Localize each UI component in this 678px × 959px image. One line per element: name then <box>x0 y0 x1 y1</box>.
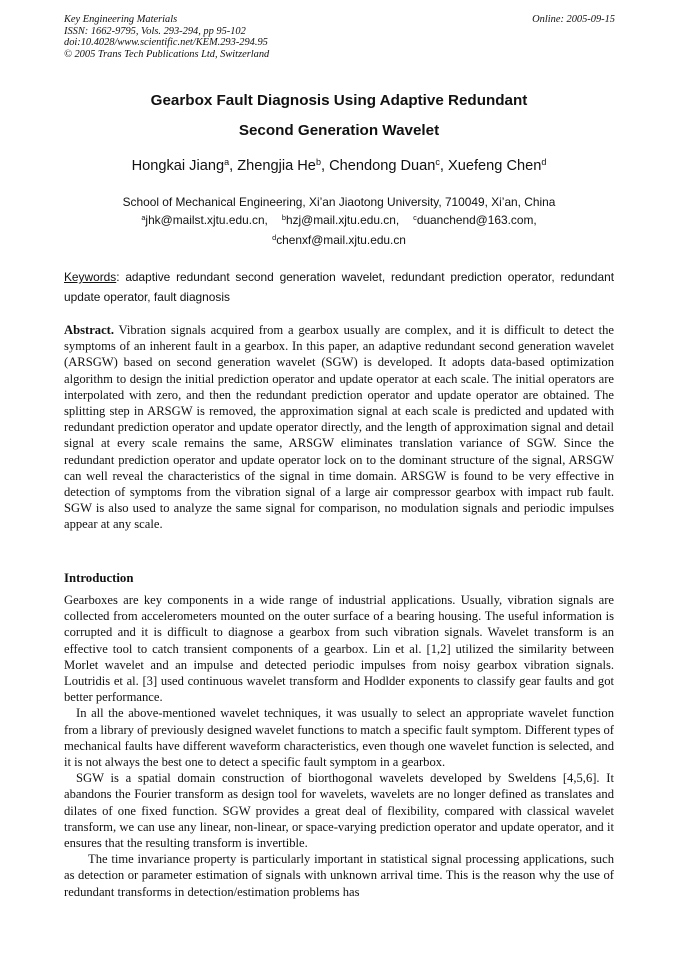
title-line-2: Second Generation Wavelet <box>238 122 440 139</box>
body-paragraph: SGW is a spatial domain construction of biorthogonal wavelets developed by Sweldens [4,5,6]. It abandons the Fourier transform as design tool for wavelets, wavelets are no longer defined as translates and dilates of one fixed function. SGW provides a great deal of flexibility, compared with classical wavelet transform, we can use any linear, non-linear, or space-varying prediction operator and update operator, and it ensures that the resulting transform is invertible. <box>64 771 614 851</box>
author-name: Chendong Duan <box>329 158 436 174</box>
email-address[interactable]: hzj@mail.xjtu.edu.cn, <box>285 213 400 227</box>
email-address[interactable]: duanchend@163.com, <box>416 213 537 227</box>
email-mark: d <box>272 232 277 242</box>
author-list: Hongkai Jiang$^a$, Zhengjia He$^b$, Chendong Duan$^c$, Xuefeng Chen$^d$ <box>131 157 547 174</box>
body-paragraph: In all the above-mentioned wavelet techniques, it was usually to select an appropriate wavelet function from a library of previously designed wavelet functions to match a specific fault symptom. Different types of mechanical faults have different waveform characteristics, even though one wavelet function is selected, and it is not always the best one to detect a specific fault symptom in a gearbox. <box>64 706 614 770</box>
title-line-1: Gearbox Fault Diagnosis Using Adaptive Redundant <box>150 92 528 109</box>
abstract-section <box>64 322 614 533</box>
author-affiliation-mark: d <box>541 157 547 168</box>
author-affiliation-mark: a <box>224 157 230 168</box>
email-mark: a <box>141 212 146 222</box>
author-name: Zhengjia He <box>237 158 316 174</box>
body-paragraph: Gearboxes are key components in a wide range of industrial applications. Usually, vibration signals are collected from accelerometers mounted on the outer surface of a bearing housing. The useful information is corrupted and it is difficult to diagnose a gearbox from such vibration signals. Wavelet transform is an effective tool to catch transient components of a gearbox. Lin et al. [1,2] utilized the similarity between Morlet wavelet and an impulse and detected periodic impulses from noisy gearbox vibration signals. Loutridis et al. [3] used continuous wavelet transform and Hodlder exponents to classify gear faults and got better performance. <box>64 593 614 705</box>
author-affiliation: School of Mechanical Engineering, Xi’an Jiaotong University, 710049, Xi’an, China <box>122 195 556 209</box>
keywords-label: Keywords <box>64 270 117 284</box>
author-emails <box>64 210 614 250</box>
journal-copyright: © 2005 Trans Tech Publications Ltd, Switzerland <box>64 48 270 60</box>
introduction-body <box>64 592 614 900</box>
online-date: Online: 2005-09-15 <box>532 14 615 25</box>
paper-title <box>64 86 614 146</box>
journal-name: Key Engineering Materials <box>64 14 178 25</box>
journal-metadata <box>64 14 269 60</box>
abstract-text: Vibration signals acquired from a gearbox usually are complex, and it is difficult to detect the symptoms of an inherent fault in a gearbox. In this paper, an adaptive redundant second generation wavelet (ARSGW) based on second generation wavelet (SGW) is developed. It adopts data-based optimization algorithm to design the initial prediction operator and update operator at each scale. The initial operators are interpolated with zero, and then the redundant prediction operator and update operator are obtained. The splitting step in ARSGW is removed, the approximation signal at each scale is predicted and updated with redundant prediction operator and update operator directly, and the length of approximation signal and detail signal at every scale remains the same, ARSGW eliminates translation variance of SGW. Since the redundant prediction operator and update operator lock on to the dominant structure of the signal, ARSGW can well reveal the characteristics of the signal in time domain. ARSGW is found to be very effective in detection of symptoms from the vibration signal of a large air compressor gearbox with impact rub fault. SGW is also used to analyze the same signal for comparison, no modulation signals and periodic impulses appear at any scale. <box>64 323 614 532</box>
body-paragraph: The time invariance property is particularly important in statistical signal processing applications, such as detection or parameter estimation of signals with unknown arrival time. This is the reason why the use of redundant transforms in detection/estimation problems has <box>64 852 614 899</box>
introduction-heading: Introduction <box>64 571 134 585</box>
keywords-text: : adaptive redundant second generation wavelet, redundant prediction operator, redundant update operator, fault diagnosis <box>64 270 614 304</box>
keywords-section <box>64 267 614 307</box>
journal-issn: ISSN: 1662-9795, Vols. 293-294, pp 95-102 <box>64 25 246 37</box>
email-address[interactable]: jhk@mailst.xjtu.edu.cn, <box>145 213 268 227</box>
author-name: Xuefeng Chen <box>448 158 542 174</box>
journal-doi: doi:10.4028/www.scientific.net/KEM.293-294.95 <box>64 37 268 49</box>
email-mark: c <box>413 212 417 222</box>
author-affiliation-mark: c <box>435 157 440 168</box>
email-address[interactable]: chenxf@mail.xjtu.edu.cn <box>276 233 406 247</box>
email-mark: b <box>281 212 286 222</box>
author-name: Hongkai Jiang <box>131 158 225 174</box>
abstract-label: Abstract. <box>64 323 115 337</box>
author-affiliation-mark: b <box>315 157 321 168</box>
